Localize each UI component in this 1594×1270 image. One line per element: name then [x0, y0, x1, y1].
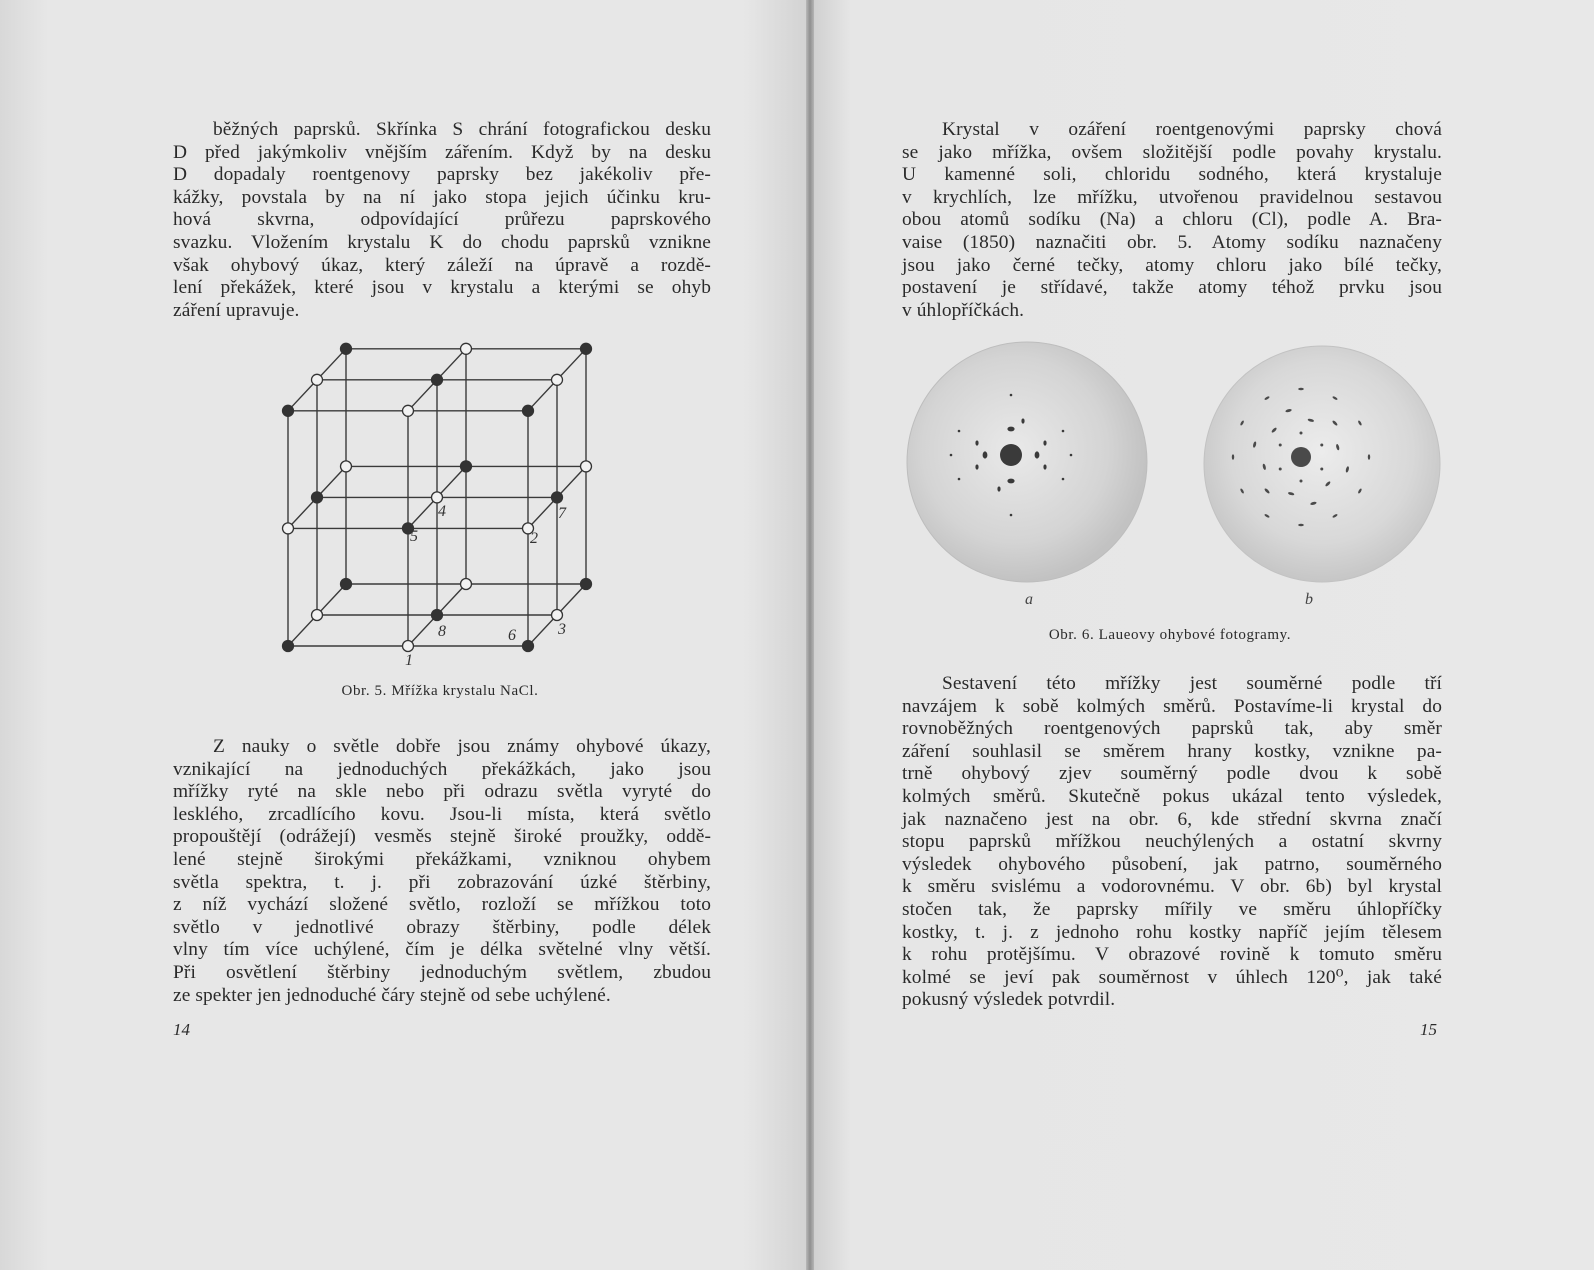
sodium-atom [432, 610, 443, 621]
chlorine-atom [283, 523, 294, 534]
text-line: výsledek ohybového působení, jak patrno, souměrného [902, 853, 1442, 875]
diffraction-spot [1279, 468, 1282, 471]
text-line: jak naznačeno jest na obr. 6, kde střední skvrna značí [902, 808, 1442, 830]
figure-6-label-b: b [1305, 591, 1313, 608]
sodium-atom [341, 579, 352, 590]
text-line: lesklého, zrcadlícího kovu. Jsou-li místa, která světlo [173, 803, 711, 825]
text-line: pokusný výsledek potvrdil. [902, 989, 1116, 1011]
diffraction-spot [1010, 514, 1013, 517]
text-line: k rohu protějšímu. V obrazové rovině k tomuto směru [902, 944, 1442, 966]
diffraction-spot [1300, 432, 1303, 435]
diffraction-spot [958, 478, 961, 481]
diffraction-spot [1035, 451, 1040, 458]
diffraction-spot [1298, 388, 1304, 390]
text-line: D dopadaly roentgenovy paprsky bez jakékoliv pře- [173, 164, 711, 186]
text-line: stočen tak, že paprsky mířily ve směru úhlopříčky [902, 898, 1442, 920]
chlorine-atom [552, 610, 563, 621]
figure-5-label-1: 1 [405, 652, 413, 669]
diffraction-spot [1007, 479, 1014, 484]
diffraction-spot [958, 430, 961, 433]
text-line: svazku. Vložením krystalu K do chodu paprsků vznikne [173, 231, 711, 253]
figure-5-label-4: 4 [438, 503, 446, 520]
text-line: U kamenné soli, chloridu sodného, která krystaluje [902, 164, 1442, 186]
text-line: propouštějí (odrážejí) vesměs stejně široké proužky, oddě- [173, 826, 711, 848]
text-line: světla spektra, t. j. při zobrazování úzké štěrbiny, [173, 871, 711, 893]
text-line: vaise (1850) naznačiti obr. 5. Atomy sodíku naznačeny [902, 231, 1442, 253]
right-paragraph-1 [902, 119, 1442, 322]
text-line: vznikající na jednoduchých překážkách, jako jsou [173, 758, 711, 780]
sodium-atom [461, 461, 472, 472]
text-line: běžných paprsků. Skřínka S chrání fotografickou desku [213, 119, 711, 140]
page-number-15: 15 [1420, 1020, 1437, 1039]
chlorine-atom [552, 374, 563, 385]
left-paragraph-1 [173, 119, 711, 322]
diffraction-spot [950, 454, 953, 457]
diffraction-spot [975, 464, 978, 469]
text-line: kážky, povstala by na ní jako stopa jejich účinku kru- [173, 186, 711, 208]
chlorine-atom [312, 374, 323, 385]
text-line: záření souhlasil se směrem hrany kostky, vznikne pa- [902, 740, 1442, 762]
sodium-atom [341, 343, 352, 354]
text-line: Z nauky o světle dobře jsou známy ohybové úkazy, [213, 736, 711, 757]
figure-6-caption: Obr. 6. Laueovy ohybové fotogramy. [1048, 627, 1292, 643]
text-line: světlo v jednotlivé obrazy štěrbiny, podle délek [173, 916, 711, 938]
text-line: stopu paprsků mřížkou neuchýlených a ostatní skvrny [902, 831, 1442, 853]
figure-5-label-5: 5 [410, 528, 418, 545]
chlorine-atom [461, 579, 472, 590]
figure-6-label-a: a [1025, 591, 1033, 608]
chlorine-atom [403, 641, 414, 652]
sodium-atom [523, 405, 534, 416]
laue-disc-a [907, 342, 1147, 582]
text-line: kostky, t. j. z jednoho rohu kostky napříč jejím tělesem [902, 921, 1442, 943]
text-line: navzájem k sobě kolmých směrů. Postavíme-li krystal do [902, 695, 1442, 717]
diffraction-spot [975, 440, 978, 445]
text-line: kolmých směrů. Skutečně pokus ukázal tento výsledek, [902, 785, 1442, 807]
figure-5-nacl-lattice [270, 338, 610, 683]
diffraction-spot [1043, 440, 1046, 445]
diffraction-spot [1279, 444, 1282, 447]
figure-6-laue-photograms [905, 340, 1445, 610]
text-line: mřížky ryté na skle nebo při odrazu světla vyryté do [173, 781, 711, 803]
figure-5-caption: Obr. 5. Mřížka krystalu NaCl. [341, 683, 539, 699]
text-line: obou atomů sodíku (Na) a chloru (Cl), podle A. Bra- [902, 209, 1442, 231]
laue-disc-b [1204, 346, 1440, 582]
diffraction-spot [1298, 524, 1304, 526]
text-line: Krystal v ozáření roentgenovými paprsky chová [942, 119, 1442, 140]
chlorine-atom [581, 461, 592, 472]
figure-5-label-8: 8 [438, 623, 446, 640]
chlorine-atom [432, 492, 443, 503]
sodium-atom [523, 641, 534, 652]
sodium-atom [432, 374, 443, 385]
diffraction-spot [1062, 478, 1065, 481]
diffraction-spot [1300, 480, 1303, 483]
figure-5-label-3: 3 [558, 621, 566, 638]
text-line: kolmé se jeví pak souměrnost v úhlech 120⁰, jak také [902, 966, 1442, 988]
diffraction-spot [1007, 427, 1014, 432]
book-gutter [806, 0, 814, 1270]
figure-5-label-7: 7 [558, 505, 566, 522]
diffraction-spot [1070, 454, 1073, 457]
chlorine-atom [312, 610, 323, 621]
text-line: Sestavení této mřížky jest souměrné podle tří [942, 673, 1442, 694]
diffraction-spot [1010, 394, 1013, 397]
diffraction-spot [1368, 454, 1370, 460]
right-paragraph-2 [902, 673, 1442, 1012]
text-line: lení překážek, které jsou v krystalu a kterými se ohyb [173, 277, 711, 299]
figure-5-label-2: 2 [530, 530, 538, 547]
chlorine-atom [341, 461, 352, 472]
text-line: vlny tím více uchýlené, čím je délka světelné vlny větší. [173, 939, 711, 961]
sodium-atom [581, 579, 592, 590]
diffraction-spot [1043, 464, 1046, 469]
text-line: rovnoběžných roentgenových paprsků tak, aby směr [902, 718, 1442, 740]
sodium-atom [552, 492, 563, 503]
text-line: Při osvětlení štěrbiny jednoduchým světlem, zbudou [173, 961, 711, 983]
page-number-14: 14 [173, 1020, 190, 1039]
diffraction-spot [1062, 430, 1065, 433]
diffraction-spot [983, 451, 988, 458]
chlorine-atom [461, 343, 472, 354]
diffraction-spot [1000, 444, 1022, 466]
diffraction-spot [1232, 454, 1234, 460]
figure-5-label-6: 6 [508, 627, 516, 644]
diffraction-spot [1320, 468, 1323, 471]
text-line: v úhlopříčkách. [902, 299, 1025, 321]
text-line: postavení je střídavé, takže atomy téhož prvku jsou [902, 277, 1442, 299]
sodium-atom [312, 492, 323, 503]
text-line: trně ohybový zjev souměrný podle dvou k sobě [902, 763, 1442, 785]
diffraction-spot [1021, 418, 1024, 423]
text-line: v krychlích, lze mřížku, utvořenou pravidelnou sestavou [902, 186, 1442, 208]
text-line: se jako mřížka, ovšem složitější podle povahy krystalu. [902, 141, 1442, 163]
diffraction-spot [997, 486, 1000, 491]
text-line: k směru svislému a vodorovnému. V obr. 6b) byl krystal [902, 876, 1442, 898]
chlorine-atom [403, 405, 414, 416]
text-line: z níž vychází složené světlo, rozloží se mřížkou toto [173, 894, 711, 916]
text-line: však ohybový úkaz, který záleží na úpravě a rozdě- [173, 254, 711, 276]
diffraction-spot [1291, 447, 1311, 467]
text-line: lené stejně širokými překážkami, vzniknou ohybem [173, 848, 711, 870]
text-line: hová skvrna, odpovídající průřezu paprskového [173, 209, 711, 231]
text-line: jsou jako černé tečky, atomy chloru jako bílé tečky, [902, 254, 1442, 276]
sodium-atom [581, 343, 592, 354]
text-line: záření upravuje. [173, 299, 300, 321]
left-paragraph-2 [173, 736, 711, 1007]
sodium-atom [283, 405, 294, 416]
text-line: D před jakýmkoliv vnějším zářením. Když by na desku [173, 141, 711, 163]
diffraction-spot [1320, 444, 1323, 447]
text-line: ze spekter jen jednoduché čáry stejně od sebe uchýlené. [173, 984, 611, 1006]
sodium-atom [283, 641, 294, 652]
